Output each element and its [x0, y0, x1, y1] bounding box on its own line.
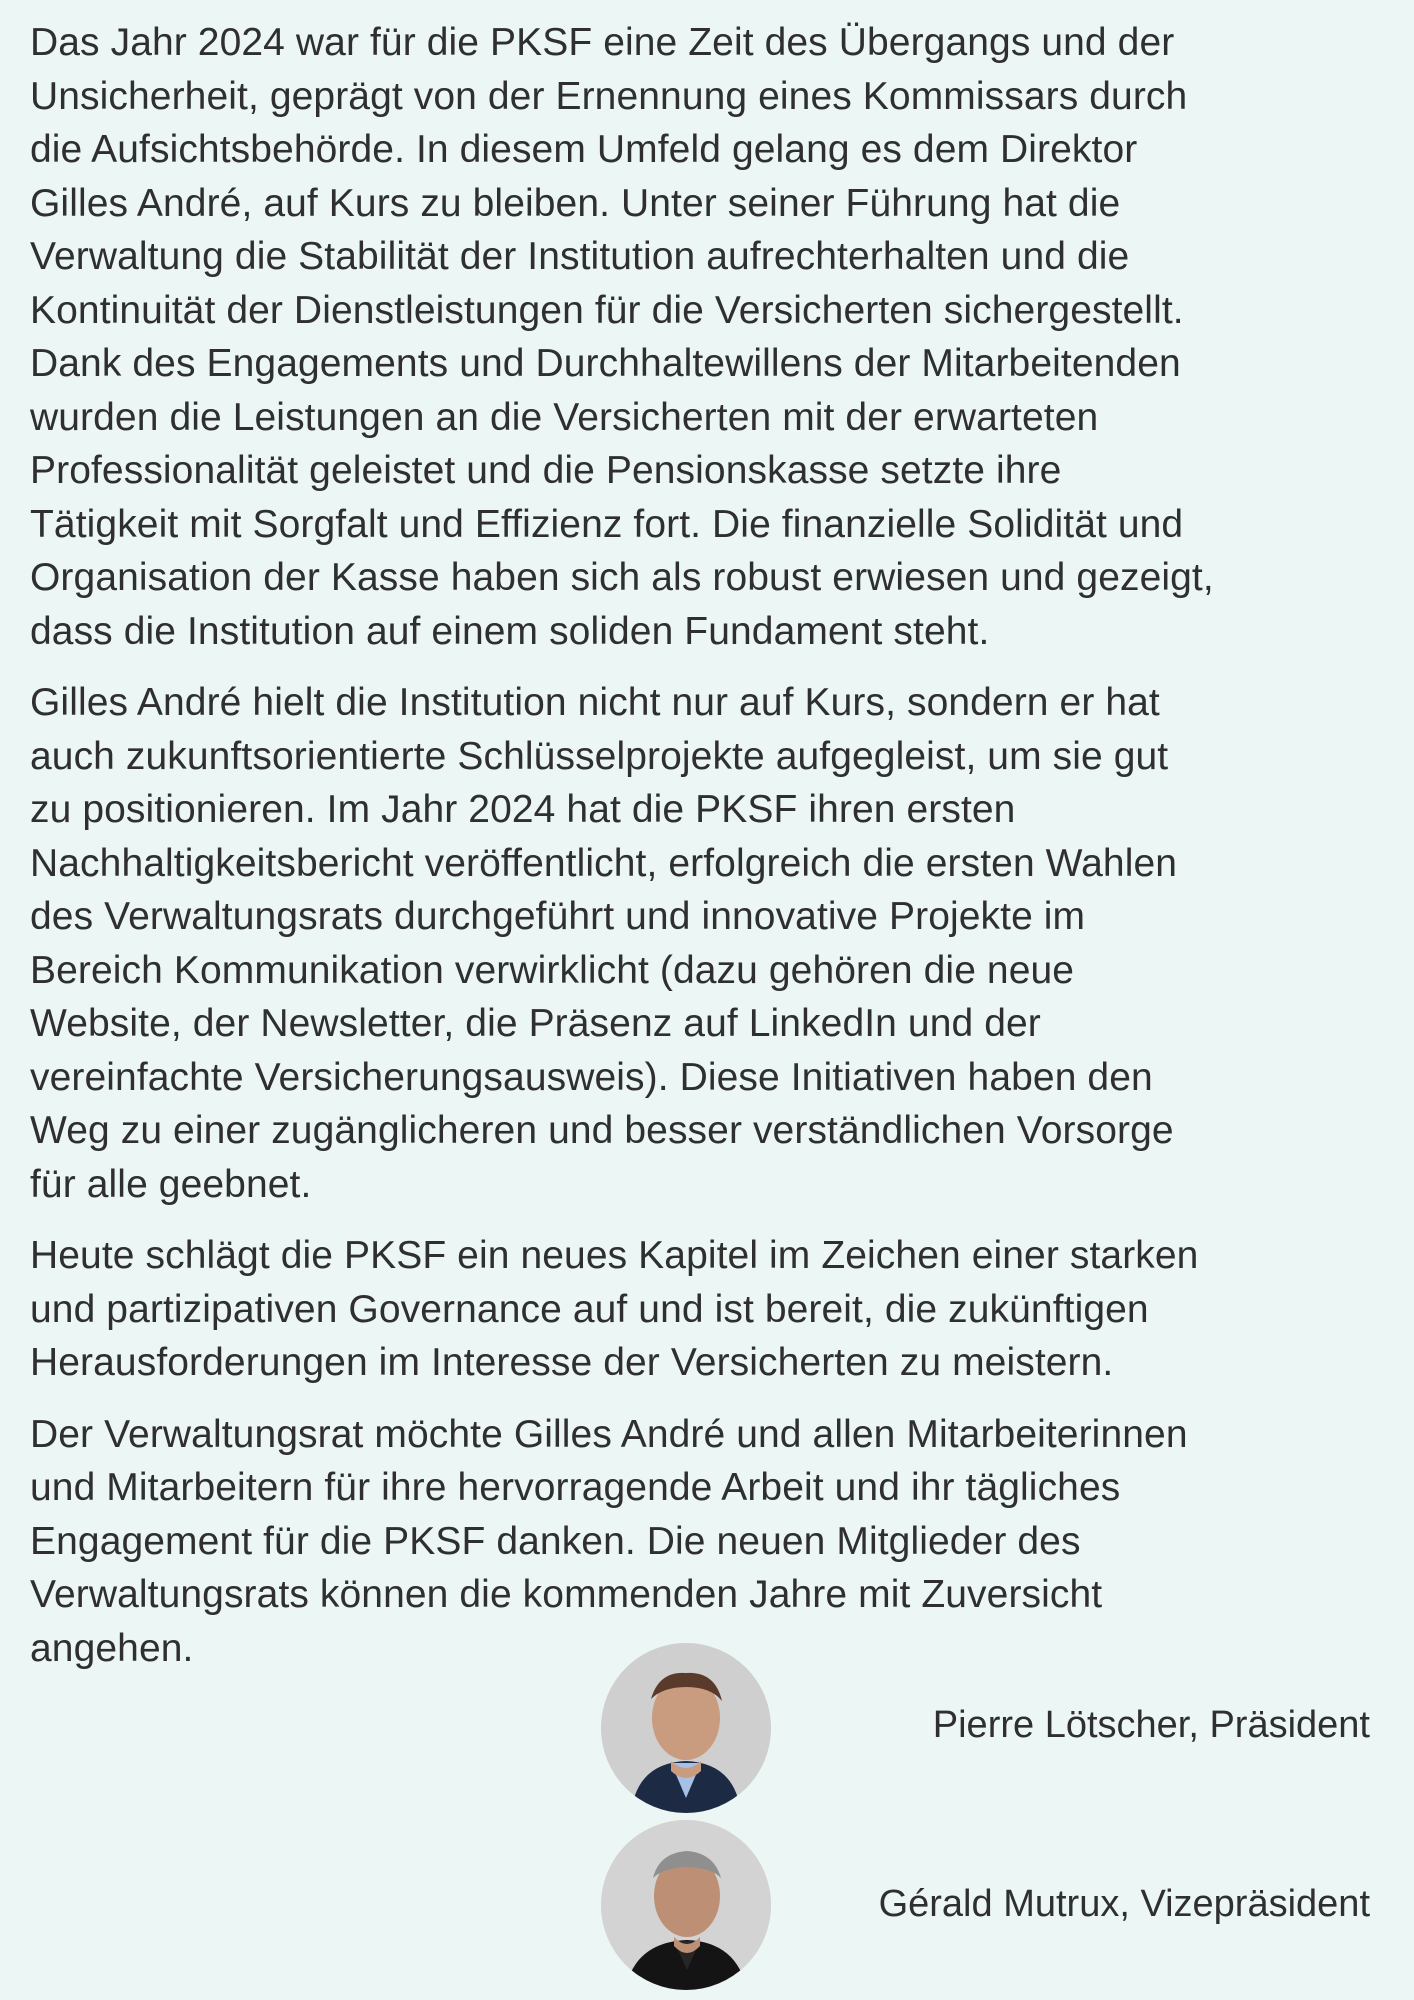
signature-vice-president: Gérald Mutrux, Vizepräsident: [878, 1883, 1370, 1925]
avatar-vice-president: [601, 1820, 771, 1990]
avatar-president: [601, 1643, 771, 1813]
portrait-man-black-jacket-icon: [601, 1820, 771, 1990]
signature-president: Pierre Lötscher, Präsident: [932, 1704, 1370, 1746]
letter-body: [30, 16, 1390, 1693]
portrait-man-blue-suit-icon: [601, 1643, 771, 1813]
paragraph-2: Gilles André hielt die Institution nicht nur auf Kurs, sondern er hat auch zukunftsorientierte Schlüsselprojekte aufgegleist, um sie gut zu positionieren. Im Jahr 2024 hat die PKSF ihren ersten Nachhaltigkeitsbericht veröffentlicht, erfolgreich die ersten Wahlen des Verwaltungsrats durchgeführt und innovative Projekte im Bereich Kommunikation verwirklicht (dazu gehören die neue Website, der Newsletter, die Präsenz auf LinkedIn und der vereinfachte Versicherungsausweis). Diese Initiativen haben den Weg zu einer zugänglicheren und besser verständlichen Vorsorge für alle geebnet.: [30, 681, 1178, 1206]
paragraph-4: Der Verwaltungsrat möchte Gilles André und allen Mitarbeiterinnen und Mitarbeitern für ihre hervorragende Arbeit und ihr tägliches Engagement für die PKSF danken. Die neuen Mitglieder des Verwaltungsrats können die kommenden Jahre mit Zuversicht angehen.: [30, 1412, 1188, 1670]
paragraph-1: Das Jahr 2024 war für die PKSF eine Zeit des Übergangs und der Unsicherheit, geprägt von der Ernennung eines Kommissars durch die Aufsichtsbehörde. In diesem Umfeld gelang es dem Direktor Gilles André, auf Kurs zu bleiben. Unter seiner Führung hat die Verwaltung die Stabilität der Institution aufrechterhalten und die Kontinuität der Dienstleistungen für die Versicherten sichergestellt. Dank des Engagements und Durchhaltewillens der Mitarbeitenden wurden die Leistungen an die Versicherten mit der erwarteten Professionalität geleistet und die Pensionskasse setzte ihre Tätigkeit mit Sorgfalt und Effizienz fort. Die finanzielle Solidität und Organisation der Kasse haben sich als robust erwiesen und gezeigt, dass die Institution auf einem soliden Fundament steht.: [30, 21, 1214, 653]
paragraph-3: Heute schlägt die PKSF ein neues Kapitel im Zeichen einer starken und partizipativen Governance auf und ist bereit, die zukünftigen Herausforderungen im Interesse der Versicherten zu meistern.: [30, 1234, 1199, 1384]
